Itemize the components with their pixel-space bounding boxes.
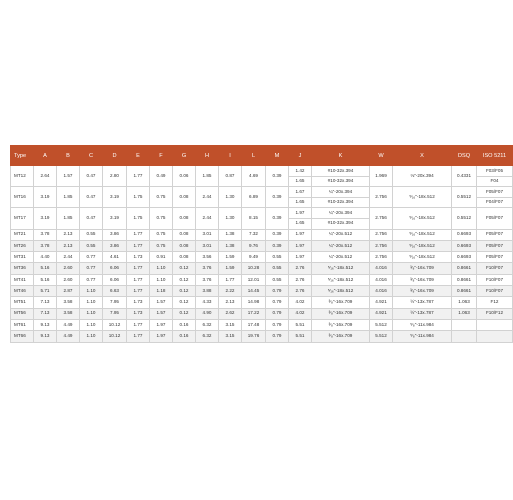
- cell-k: ³⁄₈"-16x.709: [312, 331, 370, 342]
- cell-k: ³⁄₈"-16x.709: [312, 297, 370, 308]
- simple-rows: [11, 229, 513, 342]
- cell-w: 2.756: [370, 240, 393, 251]
- cell-e: 1.77: [127, 229, 150, 240]
- cell-c: 1.10: [80, 331, 103, 342]
- cell-c: 0.47: [80, 187, 103, 208]
- cell-h: 1.85: [196, 166, 219, 187]
- cell-e: 1.75: [127, 187, 150, 208]
- cell-m: 0.39: [266, 229, 289, 240]
- cell-h: 4.90: [196, 308, 219, 319]
- cell-w: 5.512: [370, 319, 393, 330]
- cell-g: 0.16: [173, 319, 196, 330]
- cell-c: 0.55: [80, 240, 103, 251]
- cell-b: 2.87: [57, 286, 80, 297]
- cell-dsq: 0.6693: [452, 252, 477, 263]
- cell-f: 0.75: [150, 229, 173, 240]
- cell-g: 0.08: [173, 187, 196, 208]
- cell-h: 3.01: [196, 240, 219, 251]
- cell-l: 10.28: [242, 263, 266, 274]
- cell-w: 4.016: [370, 274, 393, 285]
- cell-w: 2.756: [370, 208, 393, 229]
- header-type: Type: [11, 146, 34, 166]
- cell-l: 8.15: [242, 208, 266, 229]
- cell-j: 1.97: [289, 240, 312, 251]
- cell-j: 2.76: [289, 263, 312, 274]
- header-g: G: [173, 146, 196, 166]
- table-row: [11, 208, 513, 219]
- cell-x: ⁵⁄₁₆"-18x.512: [393, 240, 452, 251]
- table-row: [11, 240, 513, 251]
- cell-iso: F10/F12: [477, 308, 513, 319]
- cell-h: 3.01: [196, 229, 219, 240]
- cell-l: 9.49: [242, 252, 266, 263]
- cell-m: 0.79: [266, 308, 289, 319]
- cell-g: 0.12: [173, 274, 196, 285]
- cell-w: 5.512: [370, 331, 393, 342]
- cell-d: 7.95: [103, 297, 127, 308]
- header-iso-5211: ISO 5211: [477, 146, 513, 166]
- cell-dsq: 0.6693: [452, 229, 477, 240]
- cell-j: 2.76: [289, 286, 312, 297]
- cell-l: 14.98: [242, 297, 266, 308]
- cell-i: 1.77: [219, 274, 242, 285]
- cell-x: ⁵⁄₁₆"-18x.512: [393, 229, 452, 240]
- cell-g: 0.16: [173, 331, 196, 342]
- cell-k: ⁵⁄₁₆"-18x.512: [312, 263, 370, 274]
- cell-d: 10.12: [103, 331, 127, 342]
- cell-j: 1.97: [289, 252, 312, 263]
- cell-dsq: 0.8661: [452, 286, 477, 297]
- cell-b: 2.60: [57, 274, 80, 285]
- cell-w: 4.016: [370, 286, 393, 297]
- cell-w: 2.756: [370, 252, 393, 263]
- cell-l: 6.89: [242, 187, 266, 208]
- cell-i: 2.62: [219, 308, 242, 319]
- cell-a: 5.16: [34, 263, 57, 274]
- cell-type: MT66: [11, 331, 34, 342]
- cell-h: 2.44: [196, 187, 219, 208]
- cell-a: 5.71: [34, 286, 57, 297]
- cell-a: 7.13: [34, 308, 57, 319]
- cell-h: 3.76: [196, 274, 219, 285]
- cell-a: 4.40: [34, 252, 57, 263]
- header-b: B: [57, 146, 80, 166]
- cell-c: 0.77: [80, 252, 103, 263]
- cell-iso: [477, 331, 513, 342]
- cell-f: 0.75: [150, 208, 173, 229]
- header-i: I: [219, 146, 242, 166]
- cell-k: ³⁄₈"-16x.709: [312, 319, 370, 330]
- cell-g: 0.12: [173, 308, 196, 319]
- cell-w: 4.921: [370, 297, 393, 308]
- table-row: [11, 166, 513, 177]
- header-x: X: [393, 146, 452, 166]
- cell-e: 1.77: [127, 166, 150, 187]
- cell-iso: F10/F07: [477, 274, 513, 285]
- cell-x: ⁵⁄₁₆"-18x.512: [393, 208, 452, 229]
- cell-a: 9.13: [34, 319, 57, 330]
- cell-i: 2.22: [219, 286, 242, 297]
- cell-f: 0.75: [150, 240, 173, 251]
- cell-m: 0.39: [266, 240, 289, 251]
- cell-x: ⁵⁄₈"-11x.984: [393, 319, 452, 330]
- cell-a: 3.19: [34, 187, 57, 208]
- cell-h: 3.56: [196, 252, 219, 263]
- cell-d: 7.95: [103, 308, 127, 319]
- cell-b: 2.44: [57, 252, 80, 263]
- cell-w: 1.969: [370, 166, 393, 187]
- cell-w: 2.756: [370, 187, 393, 208]
- cell-j: 4.02: [289, 308, 312, 319]
- cell-b: 2.13: [57, 229, 80, 240]
- cell-i: 1.38: [219, 240, 242, 251]
- table-row: [11, 286, 513, 297]
- cell-j: 1.65: [289, 176, 312, 187]
- cell-h: 6.32: [196, 331, 219, 342]
- cell-type: MT41: [11, 274, 34, 285]
- cell-iso: F04: [477, 176, 513, 187]
- cell-m: 0.79: [266, 297, 289, 308]
- header-j: J: [289, 146, 312, 166]
- cell-x: ⁵⁄₁₆"-18x.512: [393, 252, 452, 263]
- cell-f: 1.57: [150, 308, 173, 319]
- cell-e: 1.77: [127, 263, 150, 274]
- table-row: [11, 187, 513, 198]
- cell-g: 0.12: [173, 263, 196, 274]
- cell-d: 10.12: [103, 319, 127, 330]
- cell-b: 2.60: [57, 263, 80, 274]
- cell-j: 1.42: [289, 166, 312, 177]
- cell-a: 9.13: [34, 331, 57, 342]
- cell-type: MT61: [11, 319, 34, 330]
- cell-i: 1.59: [219, 252, 242, 263]
- cell-m: 0.39: [266, 166, 289, 187]
- cell-g: 0.06: [173, 166, 196, 187]
- dimension-table-container: [10, 145, 507, 343]
- cell-i: 1.59: [219, 263, 242, 274]
- cell-m: 0.55: [266, 263, 289, 274]
- cell-m: 0.79: [266, 286, 289, 297]
- cell-x: ½"-13x.787: [393, 308, 452, 319]
- cell-i: 0.87: [219, 166, 242, 187]
- cell-b: 1.57: [57, 166, 80, 187]
- cell-f: 1.10: [150, 263, 173, 274]
- cell-b: 4.49: [57, 319, 80, 330]
- cell-e: 1.77: [127, 240, 150, 251]
- cell-k: ⁵⁄₁₆"-18x.512: [312, 286, 370, 297]
- cell-type: MT46: [11, 286, 34, 297]
- cell-e: 1.75: [127, 208, 150, 229]
- cell-a: 2.64: [34, 166, 57, 187]
- cell-x: ⁵⁄₁₆"-18x.512: [393, 187, 452, 208]
- cell-e: 1.77: [127, 274, 150, 285]
- cell-g: 0.08: [173, 208, 196, 229]
- cell-i: 1.30: [219, 208, 242, 229]
- cell-a: 3.78: [34, 229, 57, 240]
- table-row: [11, 319, 513, 330]
- cell-e: 1.77: [127, 319, 150, 330]
- cell-type: MT17: [11, 208, 34, 229]
- cell-m: 0.39: [266, 187, 289, 208]
- cell-j: 2.76: [289, 274, 312, 285]
- cell-iso: F05/F07: [477, 208, 513, 229]
- cell-d: 3.86: [103, 240, 127, 251]
- cell-iso: F05/F07: [477, 187, 513, 198]
- cell-d: 2.80: [103, 166, 127, 187]
- cell-l: 14.45: [242, 286, 266, 297]
- cell-k: ¼"-20x.512: [312, 252, 370, 263]
- cell-b: 2.13: [57, 240, 80, 251]
- header-row: [11, 146, 513, 166]
- cell-c: 1.10: [80, 319, 103, 330]
- cell-g: 0.08: [173, 252, 196, 263]
- cell-x: ³⁄₈"-16x.709: [393, 274, 452, 285]
- cell-x: ³⁄₈"-16x.709: [393, 286, 452, 297]
- cell-d: 6.06: [103, 263, 127, 274]
- cell-j: 1.97: [289, 208, 312, 219]
- cell-w: 4.016: [370, 263, 393, 274]
- cell-h: 4.33: [196, 297, 219, 308]
- header-d: D: [103, 146, 127, 166]
- cell-f: 0.91: [150, 252, 173, 263]
- cell-e: 1.73: [127, 297, 150, 308]
- cell-f: 0.49: [150, 166, 173, 187]
- header-h: H: [196, 146, 219, 166]
- cell-a: 3.19: [34, 208, 57, 229]
- header-w: W: [370, 146, 393, 166]
- table-row: [11, 252, 513, 263]
- cell-dsq: 0.6693: [452, 240, 477, 251]
- cell-i: 2.13: [219, 297, 242, 308]
- table-row: [11, 331, 513, 342]
- cell-k: ³⁄₈"-16x.709: [312, 308, 370, 319]
- cell-dsq: 0.8661: [452, 274, 477, 285]
- cell-iso: F10/F07: [477, 263, 513, 274]
- cell-iso: F05/F07: [477, 252, 513, 263]
- cell-k: #10-32x.394: [312, 197, 370, 208]
- cell-c: 1.10: [80, 286, 103, 297]
- cell-g: 0.12: [173, 286, 196, 297]
- cell-g: 0.08: [173, 229, 196, 240]
- cell-type: MT21: [11, 229, 34, 240]
- cell-type: MT12: [11, 166, 34, 187]
- cell-iso: F10/F07: [477, 286, 513, 297]
- cell-type: MT56: [11, 308, 34, 319]
- cell-j: 1.97: [289, 229, 312, 240]
- cell-dsq: 1.063: [452, 297, 477, 308]
- table-row: [11, 297, 513, 308]
- cell-e: 1.73: [127, 252, 150, 263]
- cell-b: 3.58: [57, 297, 80, 308]
- cell-d: 3.86: [103, 229, 127, 240]
- cell-b: 1.85: [57, 187, 80, 208]
- cell-c: 0.55: [80, 229, 103, 240]
- cell-m: 0.79: [266, 331, 289, 342]
- cell-d: 3.19: [103, 208, 127, 229]
- cell-f: 1.97: [150, 331, 173, 342]
- cell-e: 1.77: [127, 331, 150, 342]
- header-dsq: DSQ: [452, 146, 477, 166]
- table-row: [11, 308, 513, 319]
- cell-d: 6.63: [103, 286, 127, 297]
- cell-b: 3.58: [57, 308, 80, 319]
- header-c: C: [80, 146, 103, 166]
- cell-iso: [477, 319, 513, 330]
- header-f: F: [150, 146, 173, 166]
- cell-x: ⅛"-20x.394: [393, 166, 452, 187]
- cell-c: 0.47: [80, 208, 103, 229]
- table-row: [11, 274, 513, 285]
- cell-j: 1.67: [289, 187, 312, 198]
- cell-type: MT36: [11, 263, 34, 274]
- cell-h: 3.76: [196, 263, 219, 274]
- cell-dsq: 0.8661: [452, 263, 477, 274]
- cell-iso: F03/F05: [477, 166, 513, 177]
- table-row: [11, 263, 513, 274]
- cell-j: 4.02: [289, 297, 312, 308]
- cell-l: 9.76: [242, 240, 266, 251]
- cell-dsq: 0.5512: [452, 187, 477, 208]
- cell-k: #10-32x.394: [312, 166, 370, 177]
- cell-i: 3.15: [219, 319, 242, 330]
- cell-dsq: [452, 331, 477, 342]
- cell-iso: F05/F07: [477, 229, 513, 240]
- cell-m: 0.55: [266, 274, 289, 285]
- cell-dsq: [452, 319, 477, 330]
- cell-h: 2.44: [196, 208, 219, 229]
- cell-l: 12.01: [242, 274, 266, 285]
- header-l: L: [242, 146, 266, 166]
- table-row: [11, 229, 513, 240]
- cell-k: ¼"-20x.512: [312, 229, 370, 240]
- cell-d: 4.61: [103, 252, 127, 263]
- cell-k: ⁵⁄₁₆"-18x.512: [312, 274, 370, 285]
- cell-k: ¼"-20x.394: [312, 187, 370, 198]
- cell-k: ¼"-20x.512: [312, 240, 370, 251]
- cell-a: 3.78: [34, 240, 57, 251]
- cell-e: 1.77: [127, 286, 150, 297]
- cell-j: 1.65: [289, 218, 312, 229]
- cell-x: ⁵⁄₈"-11x.984: [393, 331, 452, 342]
- header-a: A: [34, 146, 57, 166]
- cell-iso: F05/F07: [477, 240, 513, 251]
- cell-l: 17.48: [242, 319, 266, 330]
- cell-i: 1.30: [219, 187, 242, 208]
- header-m: M: [266, 146, 289, 166]
- cell-c: 1.10: [80, 308, 103, 319]
- cell-m: 0.39: [266, 208, 289, 229]
- cell-c: 0.47: [80, 166, 103, 187]
- cell-f: 0.75: [150, 187, 173, 208]
- cell-g: 0.08: [173, 240, 196, 251]
- cell-dsq: 0.4331: [452, 166, 477, 187]
- cell-k: ¼"-20x.394: [312, 208, 370, 219]
- cell-f: 1.10: [150, 274, 173, 285]
- cell-m: 0.79: [266, 319, 289, 330]
- cell-type: MT26: [11, 240, 34, 251]
- cell-d: 6.06: [103, 274, 127, 285]
- cell-l: 17.22: [242, 308, 266, 319]
- cell-j: 5.51: [289, 331, 312, 342]
- header-e: E: [127, 146, 150, 166]
- header-k: K: [312, 146, 370, 166]
- cell-f: 1.57: [150, 297, 173, 308]
- cell-x: ½"-13x.787: [393, 297, 452, 308]
- cell-l: 7.32: [242, 229, 266, 240]
- cell-b: 4.49: [57, 331, 80, 342]
- cell-a: 7.13: [34, 297, 57, 308]
- cell-i: 3.15: [219, 331, 242, 342]
- cell-dsq: 0.5512: [452, 208, 477, 229]
- cell-h: 3.88: [196, 286, 219, 297]
- cell-k: #10-32x.394: [312, 176, 370, 187]
- cell-f: 1.97: [150, 319, 173, 330]
- cell-k: #10-32x.394: [312, 218, 370, 229]
- cell-j: 5.51: [289, 319, 312, 330]
- cell-f: 1.18: [150, 286, 173, 297]
- cell-d: 3.19: [103, 187, 127, 208]
- cell-h: 6.32: [196, 319, 219, 330]
- cell-iso: F12: [477, 297, 513, 308]
- cell-c: 1.10: [80, 297, 103, 308]
- cell-l: 19.76: [242, 331, 266, 342]
- cell-c: 0.77: [80, 263, 103, 274]
- cell-e: 1.73: [127, 308, 150, 319]
- dimension-table: [10, 145, 513, 343]
- cell-type: MT16: [11, 187, 34, 208]
- cell-iso: F04/F07: [477, 197, 513, 208]
- cell-l: 4.69: [242, 166, 266, 187]
- cell-dsq: 1.063: [452, 308, 477, 319]
- cell-x: ³⁄₈"-16x.709: [393, 263, 452, 274]
- cell-w: 2.756: [370, 229, 393, 240]
- cell-b: 1.85: [57, 208, 80, 229]
- cell-w: 4.921: [370, 308, 393, 319]
- cell-a: 5.16: [34, 274, 57, 285]
- cell-g: 0.12: [173, 297, 196, 308]
- cell-i: 1.38: [219, 229, 242, 240]
- cell-j: 1.65: [289, 197, 312, 208]
- cell-type: MT51: [11, 297, 34, 308]
- cell-type: MT31: [11, 252, 34, 263]
- cell-m: 0.55: [266, 252, 289, 263]
- cell-c: 0.77: [80, 274, 103, 285]
